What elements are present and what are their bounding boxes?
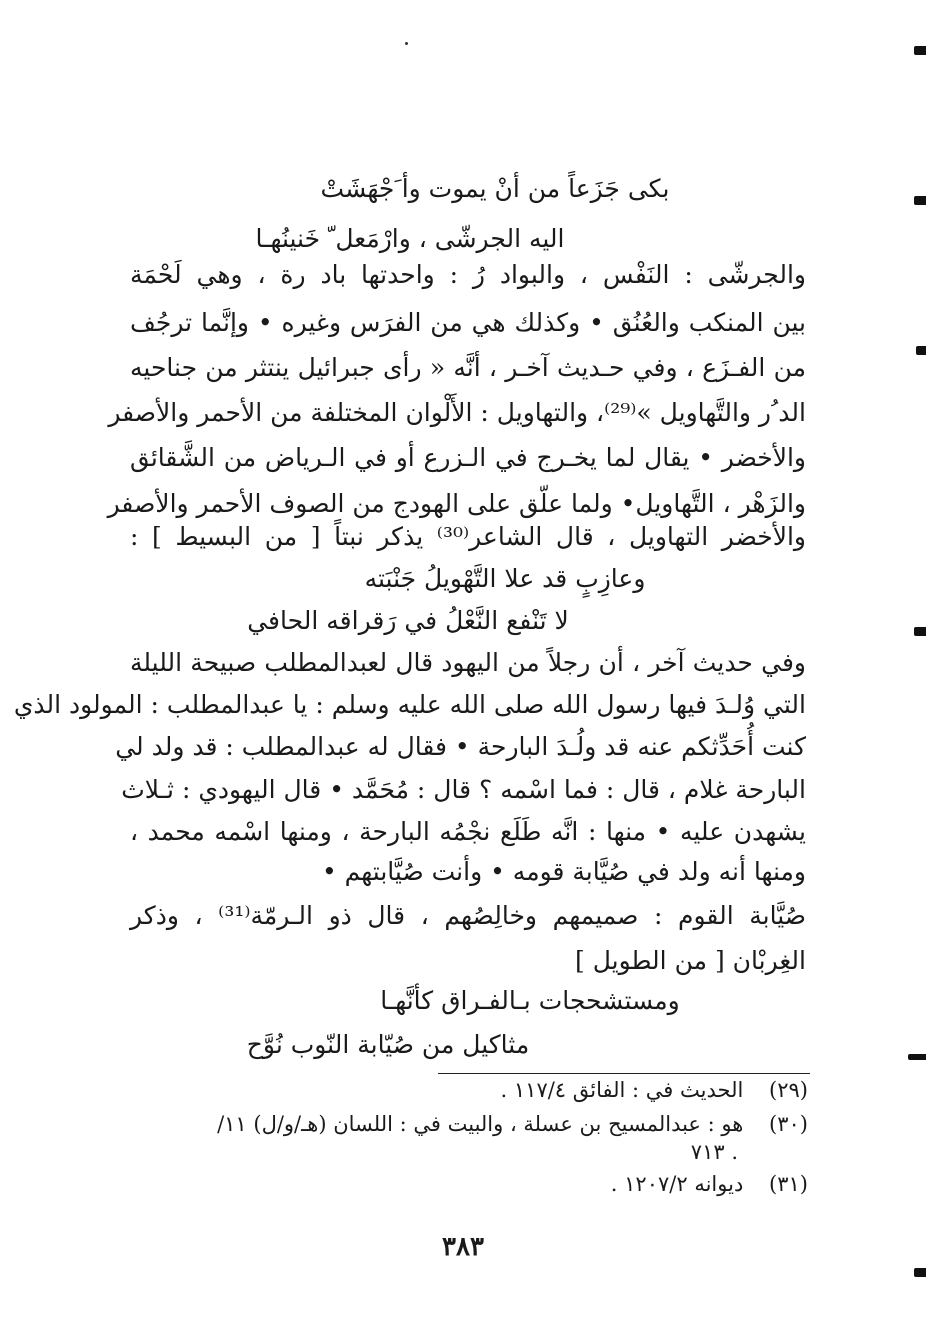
body-line-4: الد ُر والتَّهاويل »⁽²⁹⁾، والتهاويل : الأَلْوان المختلفة من الأحمر والأصفر [108, 398, 806, 427]
binding-mark [916, 346, 926, 355]
verse-3-hemistich-2: مثاكيل من صُيّابة النّوب نُوَّح [246, 1030, 530, 1059]
binding-mark [914, 1268, 926, 1277]
binding-mark [914, 46, 926, 55]
binding-mark [908, 1054, 926, 1060]
body-line-10: كنت أُحَدِّثكم عنه قد ولُـدَ البارحة • فقال له عبدالمطلب : قد ولد لي [115, 732, 806, 761]
body-line-14: صُيَّابة القوم : صميمهم وخالِصُهم ، قال ذو الـرمّة⁽³¹⁾ ، وذكر [130, 901, 806, 930]
verse-3-hemistich-1: ومستشحجات بـالفـراق كأنَّهـا [380, 986, 680, 1015]
footnote-text: ديوانه ١٢٠٧/٢ . [610, 1172, 744, 1196]
footnote-text: هو : عبدالمسيح بن عسلة ، والبيت في : اللسان (هـ/و/ل) ١١/ [217, 1112, 744, 1136]
footnote-number: (٢٩) [769, 1078, 808, 1102]
body-line-1: والجرشّى : النَفْس ، والبواد رُ : واحدتها باد رة ، وهي لَحْمَة [130, 260, 806, 289]
footnote-number: (٣١) [769, 1172, 808, 1196]
body-line-7: والأخضر التهاويل ، قال الشاعر⁽³⁰⁾ يذكر نبتاً [ من البسيط ] : [130, 522, 806, 551]
binding-mark [914, 196, 926, 205]
body-line-8: وفي حديث آخر ، أن رجلاً من اليهود قال لعبدالمطلب صبيحة الليلة [130, 648, 806, 677]
speck [405, 42, 408, 45]
verse-1-hemistich-1: بكى جَزَعاً من أنْ يموت وأ َجْهَشَتْ [320, 174, 670, 203]
body-line-5: والأخضر • يقال لما يخـرج في الـزرع أو في الـرياض من الشَّقائق [130, 443, 806, 472]
footnote-text: الحديث في : الفائق ١١٧/٤ . [500, 1078, 744, 1102]
body-line-9: التي وُلـدَ فيها رسول الله صلى الله عليه وسلم : يا عبدالمطلب : المولود الذي [13, 690, 806, 719]
footnote-separator [438, 1073, 810, 1074]
footnote-30-continuation: . ٧١٣ [690, 1140, 738, 1164]
body-line-12: يشهدن عليه • منها : انَّه طَلَع نجْمُه البارحة ، ومنها اسْمه محمد ، [130, 817, 806, 846]
body-line-2: بين المنكب والعُنُق • وكذلك هي من الفرَس وغيره • وإنَّما ترجُف [130, 308, 806, 337]
binding-mark [914, 627, 926, 636]
footnote-number: (٣٠) [769, 1112, 808, 1136]
footnote-31 [611, 1170, 808, 1198]
verse-1-hemistich-2: اليه الجرشّى ، وارْمَعل ّ خَنينُهـا [255, 224, 565, 253]
body-line-15: الغِربْان [ من الطويل ] [575, 946, 806, 975]
body-line-13: ومنها أنه ولد في صُيَّابة قومه • وأنت صُيَّابتهم • [321, 857, 806, 886]
footnote-30 [217, 1110, 808, 1138]
body-line-6: والزَهْر ، التَّهاويل• ولما علّق على الهودج من الصوف الأحمر والأصفر [107, 489, 806, 518]
page-number: ٣٨٣ [442, 1232, 484, 1262]
verse-2-hemistich-2: لا تَنْفع النَّعْلُ في رَقراقه الحافي [247, 606, 569, 635]
verse-2-hemistich-1: وعازِبٍ قد علا التَّهْويلُ جَنْبَته [364, 564, 646, 593]
body-line-11: البارحة غلام ، قال : فما اسْمه ؟ قال : مُحَمَّد • قال اليهودي : ثـلاث [121, 775, 806, 804]
footnote-29 [501, 1076, 808, 1104]
body-line-3: من الفـزَع ، وفي حـديث آخـر ، أنَّه « رأى جبرائيل ينتثر من جناحيه [130, 353, 806, 382]
